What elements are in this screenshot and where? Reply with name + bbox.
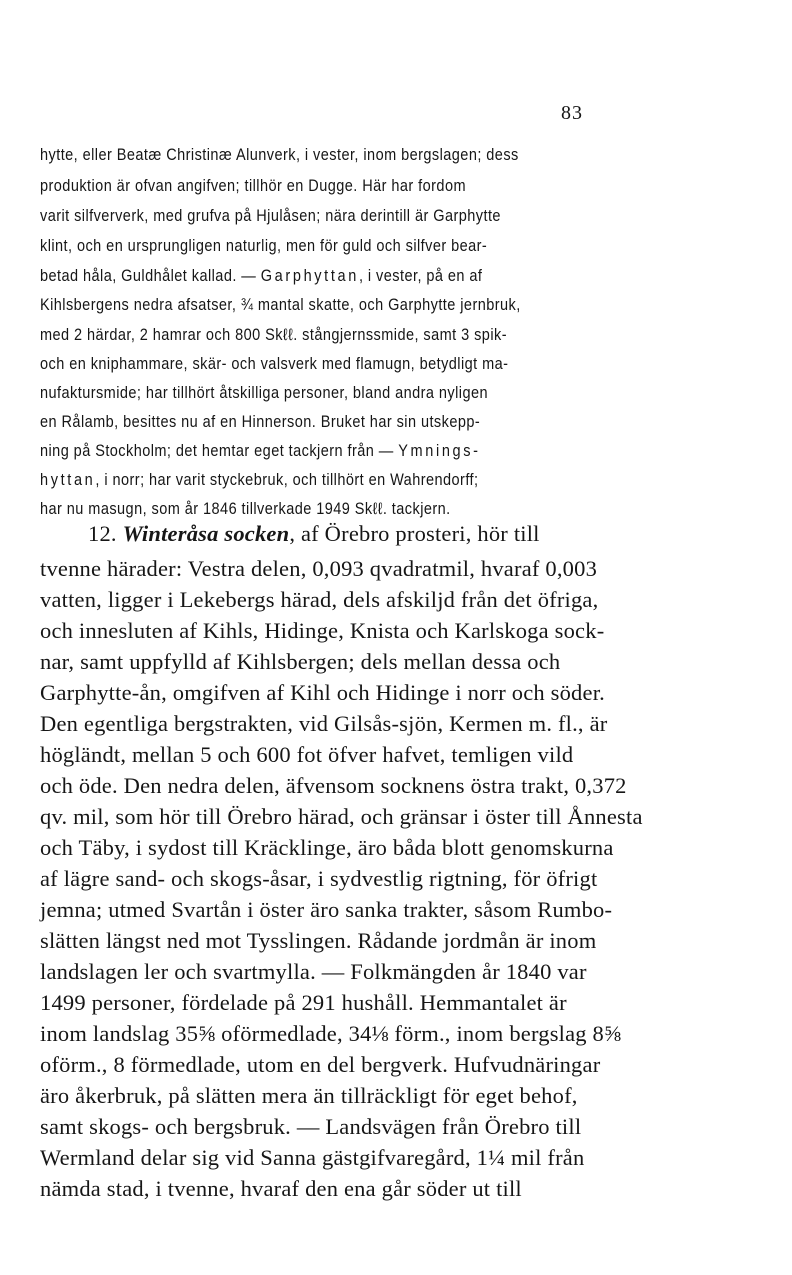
text-line: har nu masugn, som år 1846 tillverkade 1949 Skℓℓ. tackjern. (40, 500, 451, 518)
text-line: och innesluten af Kihls, Hidinge, Knista och Karlskoga sock- (40, 618, 605, 643)
text-run: ning på Stockholm; det hemtar eget tackjern från — (40, 442, 399, 460)
text-line: en Rålamb, besittes nu af en Hinnerson. Bruket har sin utskepp- (40, 413, 481, 431)
section-number: 12. (88, 521, 117, 546)
text-run: , i vester, på en af (358, 267, 483, 285)
text-line: och en kniphammare, skär- och valsverk med flamugn, betydligt ma- (40, 355, 509, 373)
text-line (40, 442, 481, 461)
text-line: oförm., 8 förmedlade, utom en del bergverk. Hufvudnäringar (40, 1052, 601, 1077)
text-line: och öde. Den nedra delen, äfvensom socknens östra trakt, 0,372 (40, 773, 627, 798)
text-line: nar, samt uppfylld af Kihlsbergen; dels mellan dessa och (40, 649, 561, 674)
text-line: varit silfververk, med grufva på Hjulåsen; nära derintill är Garphytte (40, 207, 501, 225)
text-line: samt skogs- och bergsbruk. — Landsvägen från Örebro till (40, 1114, 582, 1139)
text-line: slätten längst ned mot Tysslingen. Rådande jordmån är inom (40, 928, 597, 953)
text-line (40, 267, 482, 286)
text-line: af lägre sand- och skogs-åsar, i sydvestlig rigtning, för öfrigt (40, 866, 598, 891)
text-line: klint, och en ursprungligen naturlig, men för guld och silfver bear- (40, 237, 488, 255)
text-run: , i norr; har varit styckebruk, och tillhört en Wahrendorff; (95, 471, 479, 489)
text-line: inom landslag 35⅝ oförmedlade, 34⅛ förm., inom bergslag 8⅝ (40, 1021, 622, 1046)
text-line (40, 471, 479, 490)
section-heading-line (88, 521, 540, 547)
text-line: högländt, mellan 5 och 600 fot öfver hafvet, temligen vild (40, 742, 574, 767)
text-line: äro åkerbruk, på slätten mera än tillräckligt för eget behof, (40, 1083, 578, 1108)
text-line: produktion är ofvan angifven; tillhör en Dugge. Här har fordom (40, 177, 467, 195)
text-line: Kihlsbergens nedra afsatser, ¾ mantal skatte, och Garphytte jernbruk, (40, 296, 521, 314)
spaced-placename: Garphyttan (260, 267, 359, 285)
spaced-placename: hyttan (40, 471, 96, 489)
text-run: betad håla, Guldhålet kallad. — (40, 267, 261, 285)
text-line: Wermland delar sig vid Sanna gästgifvaregård, 1¼ mil från (40, 1145, 585, 1170)
text-line: nämda stad, i tvenne, hvaraf den ena går söder ut till (40, 1176, 522, 1201)
text-line: jemna; utmed Svartån i öster äro sanka trakter, såsom Rumbo- (40, 897, 613, 922)
text-line: vatten, ligger i Lekebergs härad, dels afskiljd från det öfriga, (40, 587, 599, 612)
section-title: Winteråsa socken (122, 521, 290, 546)
text-line: med 2 härdar, 2 hamrar och 800 Skℓℓ. stångjernssmide, samt 3 spik- (40, 326, 507, 344)
text-line: qv. mil, som hör till Örebro härad, och gränsar i öster till Ånnesta (40, 804, 643, 829)
text-line: landslagen ler och svartmylla. — Folkmängden år 1840 var (40, 959, 587, 984)
text-line: nufaktursmide; har tillhört åtskilliga personer, bland andra nyligen (40, 384, 489, 402)
text-line: Den egentliga bergstrakten, vid Gilsås-sjön, Kermen m. fl., är (40, 711, 608, 736)
spaced-placename: Ymnings- (398, 442, 481, 460)
page-number: 83 (561, 102, 583, 124)
text-line: 1499 personer, fördelade på 291 hushåll. Hemmantalet är (40, 990, 567, 1015)
text-line: tvenne härader: Vestra delen, 0,093 qvadratmil, hvaraf 0,003 (40, 556, 598, 581)
text-line: Garphytte-ån, omgifven af Kihl och Hidinge i norr och söder. (40, 680, 605, 705)
text-line: hytte, eller Beatæ Christinæ Alunverk, i vester, inom bergslagen; dess (40, 146, 519, 164)
text-line: och Täby, i sydost till Kräcklinge, äro båda blott genomskurna (40, 835, 614, 860)
text-run: , af Örebro prosteri, hör till (289, 521, 540, 546)
